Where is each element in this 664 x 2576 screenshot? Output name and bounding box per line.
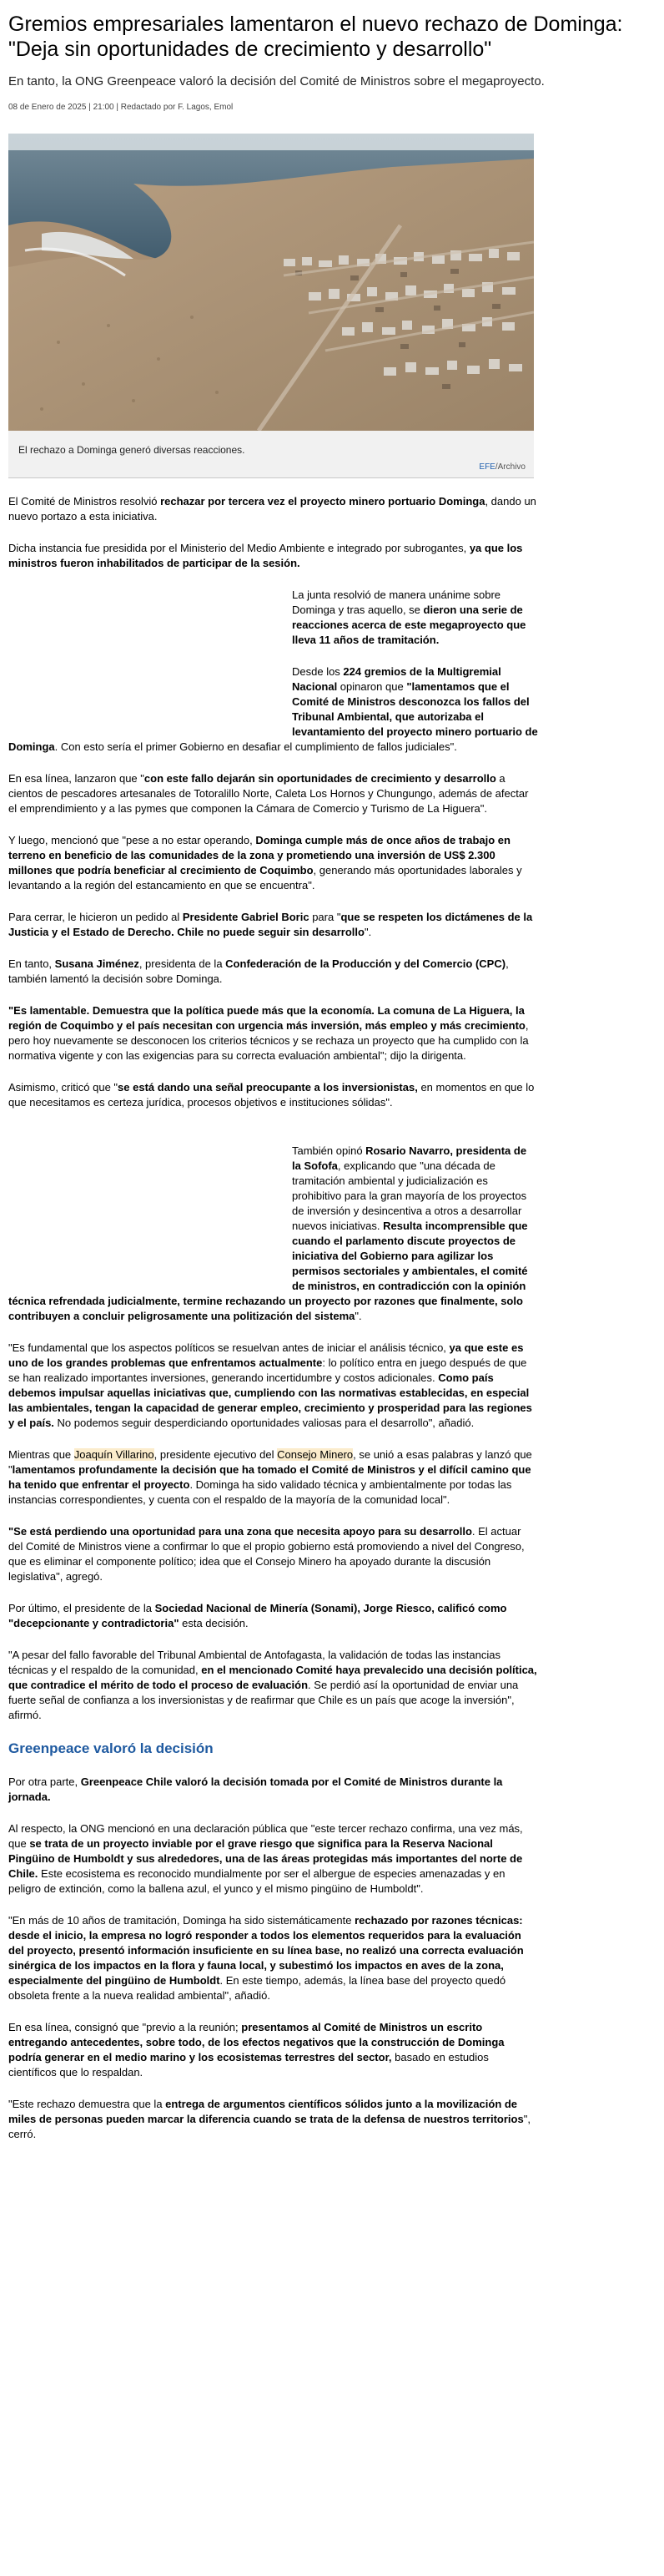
text-run: . El actuar del Comité de Ministros viene a confirmar lo que el propio gobierno está promoviendo a nivel del Congreso, que es eliminar el componente político; idea que el Consejo Minero ha apoyado durante la discusión legislativa", agregó.	[8, 1525, 525, 1583]
bold-run: ya que este es uno de los grandes problemas que enfrentamos actualmente	[8, 1341, 524, 1369]
article-title: Gremios empresariales lamentaron el nuevo rechazo de Dominga: "Deja sin oportunidades de crecimiento y desarrollo"	[8, 13, 623, 61]
bold-run: Sociedad Nacional de Minería (Sonami), Jorge Riesco, calificó como "decepcionante y contradictoria"	[8, 1602, 507, 1629]
text-run: En tanto,	[8, 957, 55, 970]
bold-run: "lamentamos que el Comité de Ministros desconozca los fallos del Tribunal Ambiental, que autorizaba el levantamiento del proyecto minero portuario de Dominga	[8, 680, 538, 753]
bold-run: rechazar por tercera vez el proyecto minero portuario Dominga	[160, 495, 485, 508]
bold-run: Confederación de la Producción y del Comercio (CPC)	[225, 957, 506, 970]
bold-run: se está dando una señal preocupante a los inversionistas,	[118, 1081, 418, 1094]
bold-run: que se respeten los dictámenes de la Justicia y el Estado de Derecho. Chile no puede seguir sin desarrollo	[8, 911, 533, 938]
bold-run: Dominga cumple más de once años de trabajo en terreno en beneficio de las comunidades de la zona y prometiendo una inversión de US$ 2.300 millones que podría beneficiar al crecimiento de Coquimbo	[8, 834, 511, 876]
aerial-photo-image	[8, 134, 534, 431]
text-run: , dando un nuevo portazo a esta iniciativa.	[8, 495, 536, 523]
text-run: basado en estudios científicos que lo respaldan.	[8, 2051, 489, 2078]
text-run: ".	[355, 1310, 362, 1322]
text-run: . Con esto sería el primer Gobierno en desafiar el cumplimiento de fallos judiciales".	[54, 740, 457, 753]
text-run: En esa línea, consignó que "previo a la reunión;	[8, 2021, 242, 2033]
article-figure	[8, 134, 534, 477]
bold-run: presentamos al Comité de Ministros un escrito entregando antecedentes, sobre todo, de los efectos negativos que la construcción de Dominga podría generar en el medio marino y los ecosistemas terrestres del sector,	[8, 2021, 505, 2063]
photo-caption-bar	[8, 431, 534, 478]
paragraph-13	[8, 1447, 538, 1508]
text-run: ", cerró.	[8, 2113, 531, 2140]
bold-run: 224 gremios de la Multigremial Nacional	[292, 665, 501, 693]
text-run: Al respecto, la ONG mencionó en una declaración pública que "este tercer rechazo confirma, una vez más, que	[8, 1822, 523, 1850]
paragraph-10	[8, 1080, 538, 1110]
person-link-villarino[interactable]: Joaquín Villarino	[73, 1448, 154, 1461]
paragraph-20	[8, 2020, 538, 2080]
text-run: "Este rechazo demuestra que la	[8, 2098, 166, 2110]
text-run: , presidente ejecutivo del	[153, 1448, 278, 1461]
paragraph-7	[8, 910, 538, 940]
text-run: . En este tiempo, además, la línea base del proyecto quedó obsoleta frente a la nueva realidad ambiental", añadió.	[8, 1974, 506, 2002]
aerial-photo[interactable]	[8, 134, 534, 431]
credit-type: Archivo	[497, 462, 526, 472]
text-run: ".	[364, 926, 372, 938]
text-run: El Comité de Ministros resolvió	[8, 495, 161, 508]
text-run: , también lamentó la decisión sobre Dominga.	[8, 957, 509, 985]
text-run: Por otra parte,	[8, 1775, 81, 1788]
section-subheading: Greenpeace valoró la decisión	[8, 1740, 214, 1756]
bold-run: Greenpeace Chile valoró la decisión tomada por el Comité de Ministros durante la jornada.	[8, 1775, 503, 1803]
article-meta: 08 de Enero de 2025 | 21:00 | Redactado por F. Lagos, Emol	[8, 103, 234, 112]
article-body	[8, 494, 538, 2159]
text-run: Asimismo, criticó que "	[8, 1081, 118, 1094]
text-run: a cientos de pescadores artesanales de Totoralillo Norte, Caleta Los Hornos y Chungungo, además de afectar el emprendimiento y a las pymes que componen la Cámara de Comercio y Turismo de La Higuera".	[8, 772, 529, 815]
text-run: Mientras que	[8, 1448, 74, 1461]
bold-run: entrega de argumentos científicos sólidos junto a la movilización de miles de personas pueden marcar la diferencia cuando se trata de la defensa de nuestros territorios	[8, 2098, 524, 2125]
paragraph-21	[8, 2097, 538, 2142]
bold-run: Presidente Gabriel Boric	[182, 911, 309, 923]
bold-run: Como país debemos impulsar aquellas iniciativas que, cumpliendo con las normativas establecidas, en especial las ambientales, tengan la capacidad de generar empleo, crecimiento y prosperidad para las regiones y el país.	[8, 1371, 532, 1429]
text-run: Dicha instancia fue presidida por el Ministerio del Medio Ambiente e integrado por subrogantes,	[8, 542, 470, 554]
text-run: Para cerrar, le hicieron un pedido al	[8, 911, 183, 923]
bold-run: ya que los ministros fueron inhabilitados de participar de la sesión.	[8, 542, 523, 569]
embedded-media-space-1	[8, 588, 284, 730]
paragraph-15	[8, 1601, 538, 1631]
photo-caption: El rechazo a Dominga generó diversas reacciones.	[18, 444, 245, 456]
bold-run: Susana Jiménez	[54, 957, 139, 970]
text-run: . Dominga ha sido validado técnica y ambientalmente por todas las instancias correspondientes, y cuenta con el respaldo de la mayoría de la comunidad local".	[8, 1478, 512, 1506]
text-run: , explicando que "una década de tramitación ambiental y judicialización es prohibitivo para la gran mayoría de los proyectos de inversión y desincentiva a otros a desarrollar nuevos iniciativas.	[292, 1159, 527, 1232]
text-run: para "	[309, 911, 341, 923]
credit-source: EFE	[479, 462, 495, 472]
embedded-media-space-2	[8, 1144, 284, 1291]
paragraph-9	[8, 1003, 538, 1063]
bold-run: "Se está perdiendo una oportunidad para una zona que necesita apoyo para su desarrollo	[8, 1525, 472, 1538]
article-subtitle: En tanto, la ONG Greenpeace valoró la decisión del Comité de Ministros sobre el megaproyecto.	[8, 74, 545, 88]
paragraph-12	[8, 1341, 538, 1431]
text-run: "En más de 10 años de tramitación, Dominga ha sido sistemáticamente	[8, 1914, 355, 1927]
bold-run: lamentamos profundamente la decisión que ha tomado el Comité de Ministros y el difícil camino que ha tenido que enfrentar el proyecto	[8, 1463, 531, 1491]
text-run: Por último, el presidente de la	[8, 1602, 155, 1614]
text-run: , presidenta de la	[138, 957, 226, 970]
text-run: Este ecosistema es reconocido mundialmente por ser el albergue de especies amenazadas y en peligro de extinción, como la ballena azul, el yunco y el mismo pingüino de Humboldt".	[8, 1867, 506, 1895]
paragraph-2	[8, 541, 538, 571]
paragraph-8	[8, 957, 538, 987]
photo-credit	[479, 462, 526, 472]
text-run: No podemos seguir desperdiciando oportunidades valiosas para el desarrollo", añadió.	[53, 1417, 475, 1429]
bold-run: con este fallo dejarán sin oportunidades de crecimiento y desarrollo	[143, 772, 496, 785]
paragraph-1	[8, 494, 538, 524]
text-run: . Se perdió así la oportunidad de enviar una fuerte señal de confianza a los inversionistas y de reafirmar que Chile es un país que acoge la inversión", afirmó.	[8, 1679, 519, 1721]
text-run: Desde los	[292, 665, 344, 678]
text-run: en momentos en que lo que necesitamos es certeza jurídica, procesos objetivos e instituciones sólidas".	[8, 1081, 535, 1109]
text-run: opinaron que	[337, 680, 407, 693]
bold-run: "Es lamentable. Demuestra que la política puede más que la economía. La comuna de La Higuera, la región de Coquimbo y el país necesitan con urgencia más inversión, más empleo y más crecimiento	[8, 1004, 526, 1032]
text-run: : lo político entra en juego después de que se han realizado importantes inversiones, generando incertidumbre y costos adicionales.	[8, 1356, 527, 1384]
text-run: También opinó	[292, 1144, 366, 1157]
text-run: "Es fundamental que los aspectos políticos se resuelvan antes de iniciar el análisis técnico,	[8, 1341, 450, 1354]
text-run: esta decisión.	[179, 1617, 249, 1629]
bold-run: rechazado por razones técnicas: desde el inicio, la empresa no logró responder a todos los elementos requeridos para la evaluación del proyecto, presentó información insuficiente en su línea base, no realizó una correcta evaluación sinérgica de los impactos en la flora y fauna local, y subestimó los impactos en aves de la zona, especialmente del pingüino de Humboldt	[8, 1914, 524, 1987]
bold-run: dieron una serie de reacciones acerca de este megaproyecto que lleva 11 años de tramitación.	[292, 604, 526, 646]
paragraph-16	[8, 1648, 538, 1723]
paragraph-19	[8, 1913, 538, 2003]
text-run: Y luego, mencionó que "pese a no estar operando,	[8, 834, 256, 846]
text-run: , generando más oportunidades laborales y levantando a la región del estancamiento en que se encuentra".	[8, 864, 522, 891]
paragraph-17	[8, 1775, 538, 1805]
text-run: "A pesar del fallo favorable del Tribunal Ambiental de Antofagasta, la validación de todas las instancias técnicas y el respaldo de la comunidad,	[8, 1649, 501, 1676]
text-run: En esa línea, lanzaron que "	[8, 772, 144, 785]
org-link-consejo-minero[interactable]: Consejo Minero	[277, 1448, 354, 1461]
bold-run: Rosario Navarro, presidenta de la Sofofa	[292, 1144, 527, 1172]
bold-run: Resulta incomprensible que cuando el parlamento discute proyectos de iniciativa del Gobierno para agilizar los permisos sectoriales y ambientales, el comité de ministros, en contradicción con la opinión técnica refrendada judicialmente, termine rechazando un proyecto por razones que finalmente, solo contribuyen a concluir peligrosamente una politización del sistema	[8, 1220, 528, 1322]
paragraph-14	[8, 1524, 538, 1584]
paragraph-6	[8, 833, 538, 893]
credit-separator: /	[495, 462, 498, 472]
text-run: , pero hoy nuevamente se desconocen los criterios técnicos y se rechaza un proyecto que ha cumplido con la normativa vigente y con las exigencias para su correcta evaluación ambiental"; dijo la dirigenta.	[8, 1019, 529, 1062]
bold-run: se trata de un proyecto inviable por el grave riesgo que significa para la Reserva Nacional Pingüino de Humboldt y sus alrededores, una de las áreas protegidas más importantes del norte de Chile.	[8, 1837, 523, 1880]
text-run: La junta resolvió de manera unánime sobre Dominga y tras aquello, se	[292, 588, 501, 616]
text-run: , se unió a esas palabras y lanzó que "	[8, 1448, 532, 1476]
bold-run: en el mencionado Comité haya prevalecido una decisión política, que contradice el mérito de todo el proceso de evaluación	[8, 1664, 537, 1691]
paragraph-18	[8, 1821, 538, 1897]
paragraph-5	[8, 771, 538, 816]
